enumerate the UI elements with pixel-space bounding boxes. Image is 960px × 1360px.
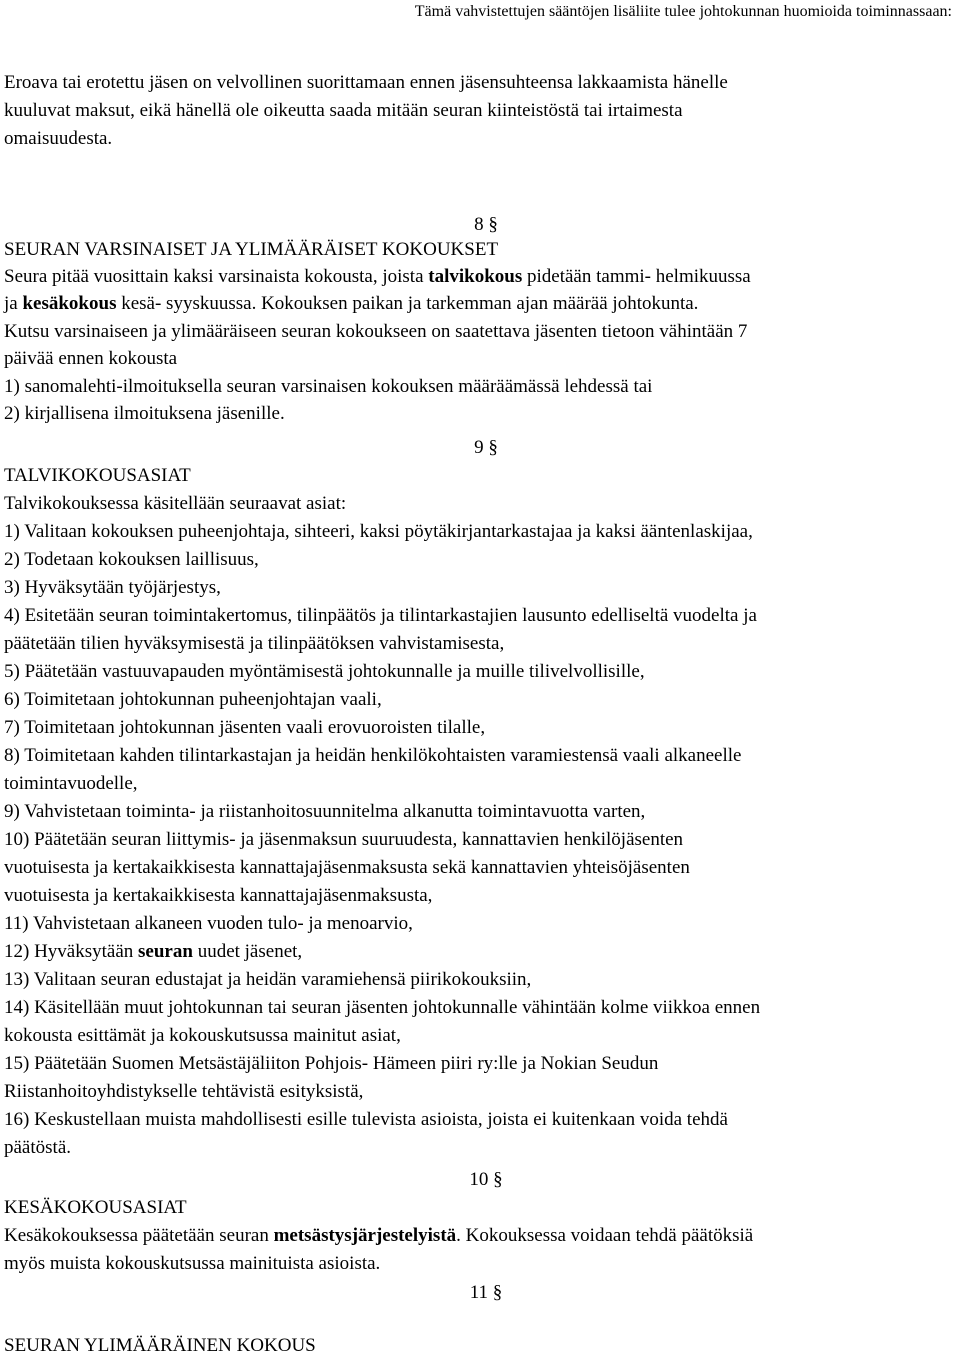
intro-line-1: Eroava tai erotettu jäsen on velvollinen suorittamaan ennen jäsensuhteensa lakkaamista hänelle bbox=[4, 72, 728, 93]
section-10-number: 10 § bbox=[469, 1169, 503, 1190]
agenda-line: 1) Valitaan kokouksen puheenjohtaja, sihteeri, kaksi pöytäkirjantarkastajaa ja kaksi ääntenlaskijaa, bbox=[4, 521, 753, 542]
agenda-line: 15) Päätetään Suomen Metsästäjäliiton Pohjois- Hämeen piiri ry:lle ja Nokian Seudun bbox=[4, 1053, 659, 1074]
agenda-line: vuotuisesta ja kertakaikkisesta kannattajajäsenmaksusta, bbox=[4, 885, 433, 906]
agenda-line: 5) Päätetään vastuuvapauden myöntämisestä johtokunnalle ja muille tilivelvollisille, bbox=[4, 661, 645, 682]
agenda-line: kokousta esittämät ja kokouskutsussa mainitut asiat, bbox=[4, 1025, 401, 1046]
section-8-number: 8 § bbox=[474, 214, 498, 235]
agenda-line: toimintavuodelle, bbox=[4, 773, 138, 794]
section-8-line-6: 2) kirjallisena ilmoituksena jäsenille. bbox=[4, 403, 285, 424]
section-10-line-1: Kesäkokouksessa päätetään seuran metsästysjärjestelyistä. Kokouksessa voidaan tehdä päätöksiä bbox=[4, 1225, 754, 1246]
intro-line-2: kuuluvat maksut, eikä hänellä ole oikeutta saada mitään seuran kiinteistöstä tai irtaimesta bbox=[4, 100, 683, 121]
agenda-line: 8) Toimitetaan kahden tilintarkastajan ja heidän henkilökohtaisten varamiestensä vaali alkaneelle bbox=[4, 745, 742, 766]
intro-line-3: omaisuudesta. bbox=[4, 128, 113, 149]
agenda-line: vuotuisesta ja kertakaikkisesta kannattajajäsenmaksusta sekä kannattavien yhteisöjäsenten bbox=[4, 857, 690, 878]
agenda-line: 3) Hyväksytään työjärjestys, bbox=[4, 577, 221, 598]
agenda-line: 16) Keskustellaan muista mahdollisesti esille tulevista asioista, joista ei kuitenkaan voida tehdä bbox=[4, 1109, 728, 1130]
agenda-line: 9) Vahvistetaan toiminta- ja riistanhoitosuunnitelma alkanutta toimintavuotta varten, bbox=[4, 801, 646, 822]
agenda-line: 7) Toimitetaan johtokunnan jäsenten vaali erovuoroisten tilalle, bbox=[4, 717, 486, 738]
section-8-title: SEURAN VARSINAISET JA YLIMÄÄRÄISET KOKOUKSET bbox=[4, 239, 499, 260]
section-11-title: SEURAN YLIMÄÄRÄINEN KOKOUS bbox=[4, 1335, 316, 1356]
agenda-line: 12) Hyväksytään seuran uudet jäsenet, bbox=[4, 941, 303, 962]
section-8-line-2: ja kesäkokous kesä- syyskuussa. Kokouksen paikan ja tarkemman ajan määrää johtokunta. bbox=[4, 293, 699, 314]
header-note: Tämä vahvistettujen sääntöjen lisäliite tulee johtokunnan huomioida toiminnassaan: bbox=[414, 3, 952, 20]
section-9-number: 9 § bbox=[474, 437, 498, 458]
section-9-title: TALVIKOKOUSASIAT bbox=[4, 465, 191, 486]
section-10-title: KESÄKOKOUSASIAT bbox=[4, 1197, 187, 1218]
agenda-line: 2) Todetaan kokouksen laillisuus, bbox=[4, 549, 259, 570]
agenda-line: 4) Esitetään seuran toimintakertomus, tilinpäätös ja tilintarkastajien lausunto edelliseltä vuodelta ja bbox=[4, 605, 757, 626]
section-8-line-4: päivää ennen kokousta bbox=[4, 348, 178, 369]
section-8-line-5: 1) sanomalehti-ilmoituksella seuran varsinaisen kokouksen määräämässä lehdessä tai bbox=[4, 376, 653, 397]
agenda-line: päätetään tilien hyväksymisestä ja tilinpäätöksen vahvistamisesta, bbox=[4, 633, 505, 654]
agenda-line: 14) Käsitellään muut johtokunnan tai seuran jäsenten johtokunnalle vähintään kolme viikkoa ennen bbox=[4, 997, 761, 1018]
section-11-number: 11 § bbox=[469, 1282, 503, 1303]
agenda-line: päätöstä. bbox=[4, 1137, 72, 1158]
section-10-line-2: myös muista kokouskutsussa mainituista asioista. bbox=[4, 1253, 381, 1274]
agenda-line: 11) Vahvistetaan alkaneen vuoden tulo- ja menoarvio, bbox=[4, 913, 413, 934]
agenda-line: 13) Valitaan seuran edustajat ja heidän varamiehensä piirikokouksiin, bbox=[4, 969, 532, 990]
agenda-line: 6) Toimitetaan johtokunnan puheenjohtajan vaali, bbox=[4, 689, 382, 710]
agenda-line: Riistanhoitoyhdistykselle tehtävistä esityksistä, bbox=[4, 1081, 364, 1102]
section-9-intro: Talvikokouksessa käsitellään seuraavat asiat: bbox=[4, 493, 347, 514]
agenda-line: 10) Päätetään seuran liittymis- ja jäsenmaksun suuruudesta, kannattavien henkilöjäsenten bbox=[4, 829, 684, 850]
section-8-line-3: Kutsu varsinaiseen ja ylimääräiseen seuran kokoukseen on saatettava jäsenten tietoon vähintään 7 bbox=[4, 321, 748, 342]
section-8-line-1: Seura pitää vuosittain kaksi varsinaista kokousta, joista talvikokous pidetään tammi- helmikuussa bbox=[4, 266, 751, 287]
